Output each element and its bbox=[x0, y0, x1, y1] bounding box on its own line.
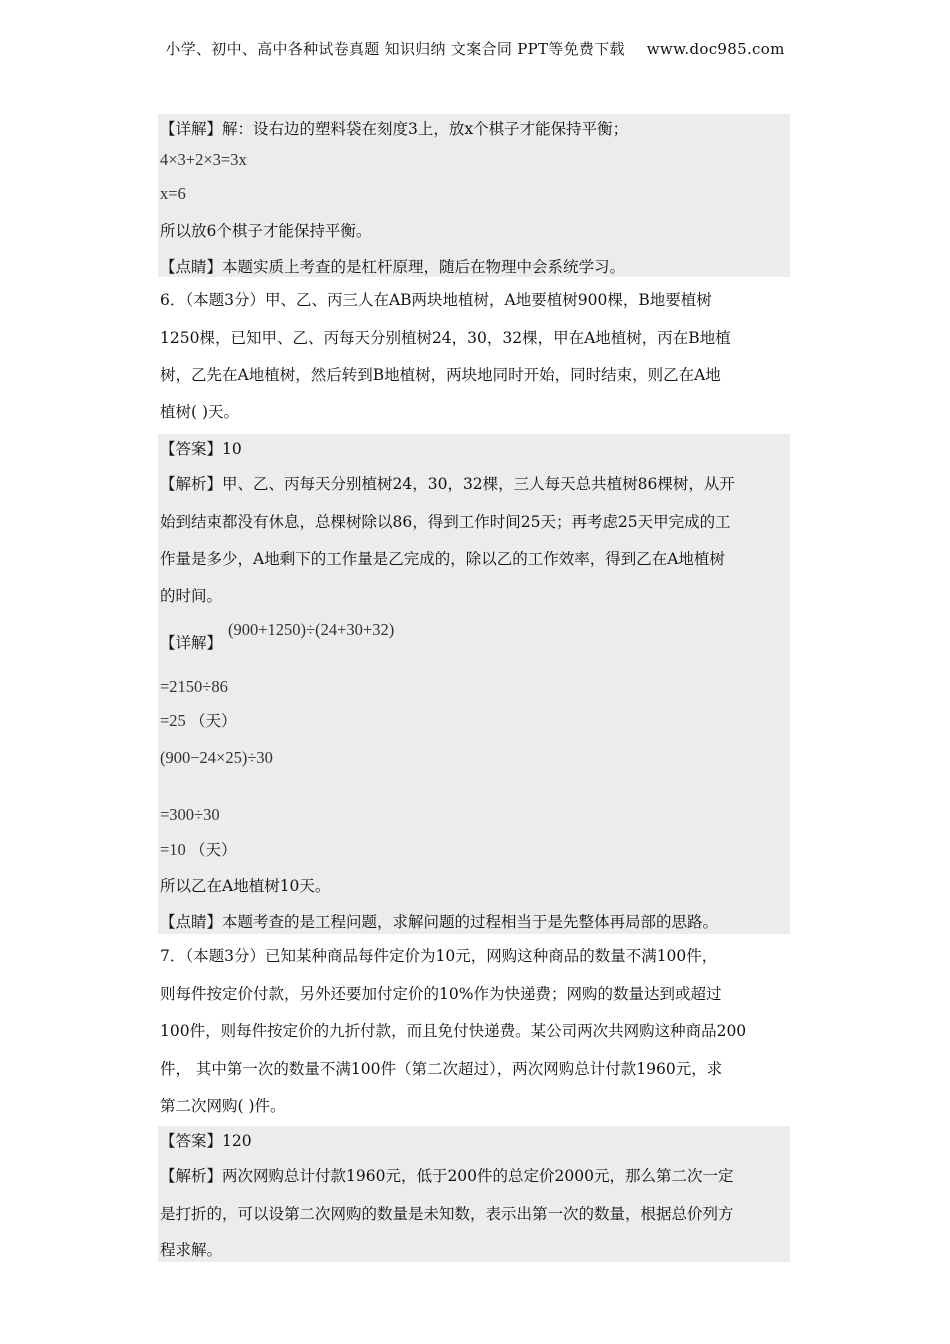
eq3-value: =25 bbox=[160, 711, 186, 730]
detail-6-equation-3 bbox=[160, 711, 236, 731]
analysis-7-line-1: 【解析】两次网购总计付款1960元，低于200件的总定价2000元，那么第二次一定 bbox=[160, 1167, 734, 1185]
analysis-7-line-2: 是打折的，可以设第二次网购的数量是未知数，表示出第一次的数量，根据总价列方 bbox=[160, 1205, 734, 1223]
unit-days: （天） bbox=[189, 841, 237, 859]
answer-6: 【答案】10 bbox=[160, 440, 242, 458]
comment-6: 【点睛】本题考查的是工程问题，求解问题的过程相当于是先整体再局部的思路。 bbox=[160, 913, 719, 931]
analysis-6-line-3: 作量是多少，A地剩下的工作量是乙完成的，除以乙的工作效率，得到乙在A地植树 bbox=[160, 550, 725, 568]
answer-7: 【答案】120 bbox=[160, 1132, 252, 1150]
question-7-line-1: 7．（本题3分）已知某种商品每件定价为10元，网购这种商品的数量不满100件， bbox=[160, 947, 718, 965]
solution-block-5 bbox=[158, 114, 790, 277]
question-7-line-3: 100件，则每件按定价的九折付款，而且免付快递费。某公司两次共网购这种商品200 bbox=[160, 1022, 747, 1040]
question-6-line-2: 1250棵，已知甲、乙、丙每天分别植树24，30，32棵，甲在A地植树，丙在B地植 bbox=[160, 329, 731, 347]
conclusion-line: 所以放6个棋子才能保持平衡。 bbox=[160, 222, 372, 240]
unit-days: （天） bbox=[189, 712, 237, 730]
comment-line: 【点睛】本题实质上考查的是杠杆原理，随后在物理中会系统学习。 bbox=[160, 258, 626, 276]
equation-1: 4×3+2×3=3x bbox=[160, 150, 247, 169]
question-6-line-4: 植树( )天。 bbox=[160, 403, 240, 421]
conclusion-6: 所以乙在A地植树10天。 bbox=[160, 877, 331, 895]
equation-2: x=6 bbox=[160, 184, 186, 203]
detail-line: 【详解】解：设右边的塑料袋在刻度3上，放x个棋子才能保持平衡； bbox=[160, 120, 629, 138]
detail-6-equation-2: =2150÷86 bbox=[160, 677, 228, 696]
analysis-6-line-1: 【解析】甲、乙、丙每天分别植树24，30，32棵，三人每天总共植树86棵树，从开 bbox=[160, 475, 735, 493]
header-left-text: 小学、初中、高中各种试卷真题 知识归纳 文案合同 PPT等免费下载 bbox=[165, 40, 625, 58]
question-6-line-1: 6．（本题3分）甲、乙、丙三人在AB两块地植树，A地要植树900棵，B地要植树 bbox=[160, 291, 712, 309]
detail-6-label: 【详解】 bbox=[160, 634, 223, 652]
detail-6-equation-6 bbox=[160, 840, 236, 860]
header-url[interactable]: www.doc985.com bbox=[646, 40, 785, 58]
question-7-line-5: 第二次网购( )件。 bbox=[160, 1097, 286, 1115]
question-7-line-2: 则每件按定价付款，另外还要加付定价的10%作为快递费；网购的数量达到或超过 bbox=[160, 985, 722, 1003]
detail-6-equation-5: =300÷30 bbox=[160, 805, 220, 824]
analysis-7-line-3: 程求解。 bbox=[160, 1241, 223, 1259]
page-header bbox=[0, 38, 950, 59]
analysis-6-line-2: 始到结束都没有休息，总棵树除以86，得到工作时间25天；再考虑25天甲完成的工 bbox=[160, 513, 731, 531]
detail-6-equation-1: (900+1250)÷(24+30+32) bbox=[228, 620, 395, 639]
eq6-value: =10 bbox=[160, 840, 186, 859]
analysis-6-line-4: 的时间。 bbox=[160, 587, 223, 605]
question-6 bbox=[158, 286, 790, 426]
solution-block-7 bbox=[158, 1126, 790, 1262]
question-7 bbox=[158, 940, 790, 1120]
question-7-line-4: 件， 其中第一次的数量不满100件（第二次超过），两次网购总计付款1960元，求 bbox=[160, 1060, 723, 1078]
detail-6-equation-4: (900−24×25)÷30 bbox=[160, 748, 273, 767]
solution-block-6 bbox=[158, 434, 790, 934]
question-6-line-3: 树，乙先在A地植树，然后转到B地植树，两块地同时开始，同时结束，则乙在A地 bbox=[160, 366, 721, 384]
